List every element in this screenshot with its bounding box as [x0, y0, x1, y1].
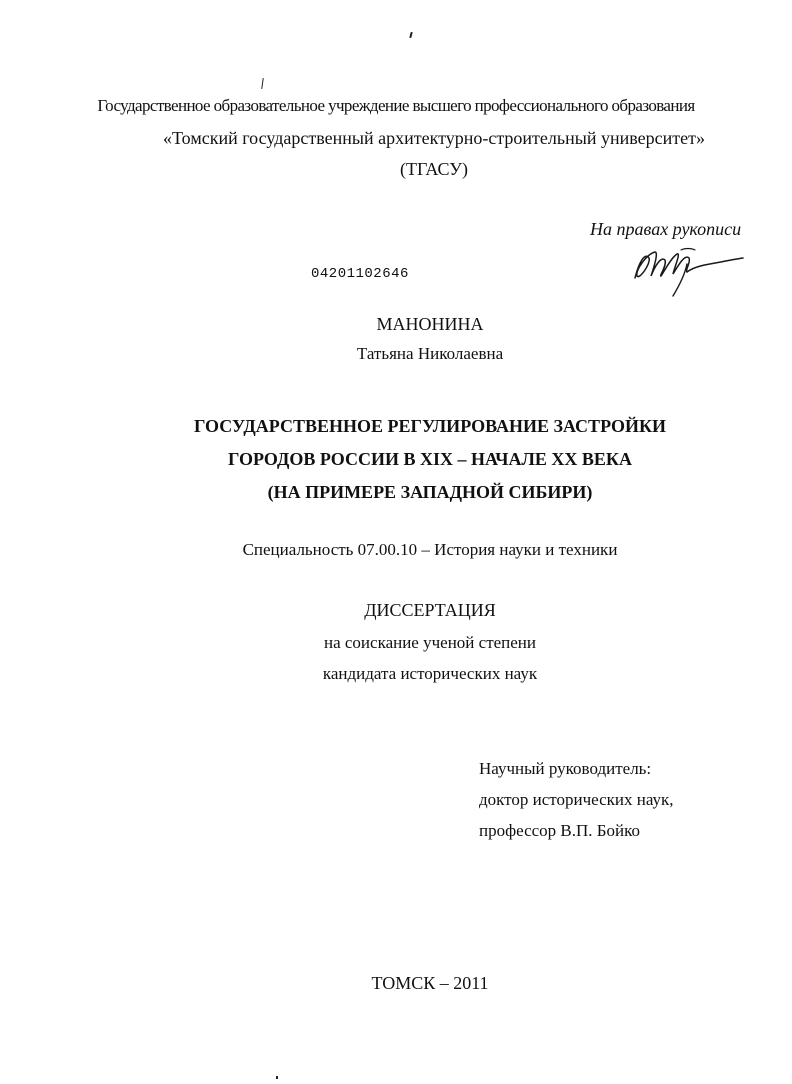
institution-abbreviation: (ТГАСУ) — [399, 159, 469, 179]
author-given-names: Татьяна Николаевна — [356, 344, 504, 363]
scan-mark — [261, 78, 264, 89]
institution-line-1: Государственное образовательное учреждение высшего профессионального образования — [97, 96, 695, 115]
institution-line-2: «Томский государственный архитектурно-строительный университет» — [163, 128, 705, 148]
title-line-3: (НА ПРИМЕРЕ ЗАПАДНОЙ СИБИРИ) — [267, 482, 593, 502]
degree-line-1: на соискание ученой степени — [323, 633, 537, 652]
catalog-number: 04201102646 — [311, 266, 409, 282]
rights-note: На правах рукописи — [590, 219, 742, 239]
scan-mark — [276, 1076, 278, 1079]
title-line-1: ГОСУДАРСТВЕННОЕ РЕГУЛИРОВАНИЕ ЗАСТРОЙКИ — [193, 416, 667, 436]
supervisor-name: профессор В.П. Бойко — [479, 821, 641, 840]
supervisor-degree: доктор исторических наук, — [479, 790, 674, 809]
title-line-2: ГОРОДОВ РОССИИ В XIX – НАЧАЛЕ XX ВЕКА — [228, 449, 632, 469]
city-year: ТОМСК – 2011 — [371, 973, 489, 993]
specialty: Специальность 07.00.10 – История науки и техники — [242, 540, 618, 559]
degree-line-2: кандидата исторических наук — [322, 664, 538, 683]
document-type: ДИССЕРТАЦИЯ — [364, 600, 496, 620]
author-surname: МАНОНИНА — [376, 314, 484, 334]
supervisor-label: Научный руководитель: — [479, 759, 652, 778]
signature-image — [625, 240, 755, 300]
scan-mark — [409, 32, 412, 38]
